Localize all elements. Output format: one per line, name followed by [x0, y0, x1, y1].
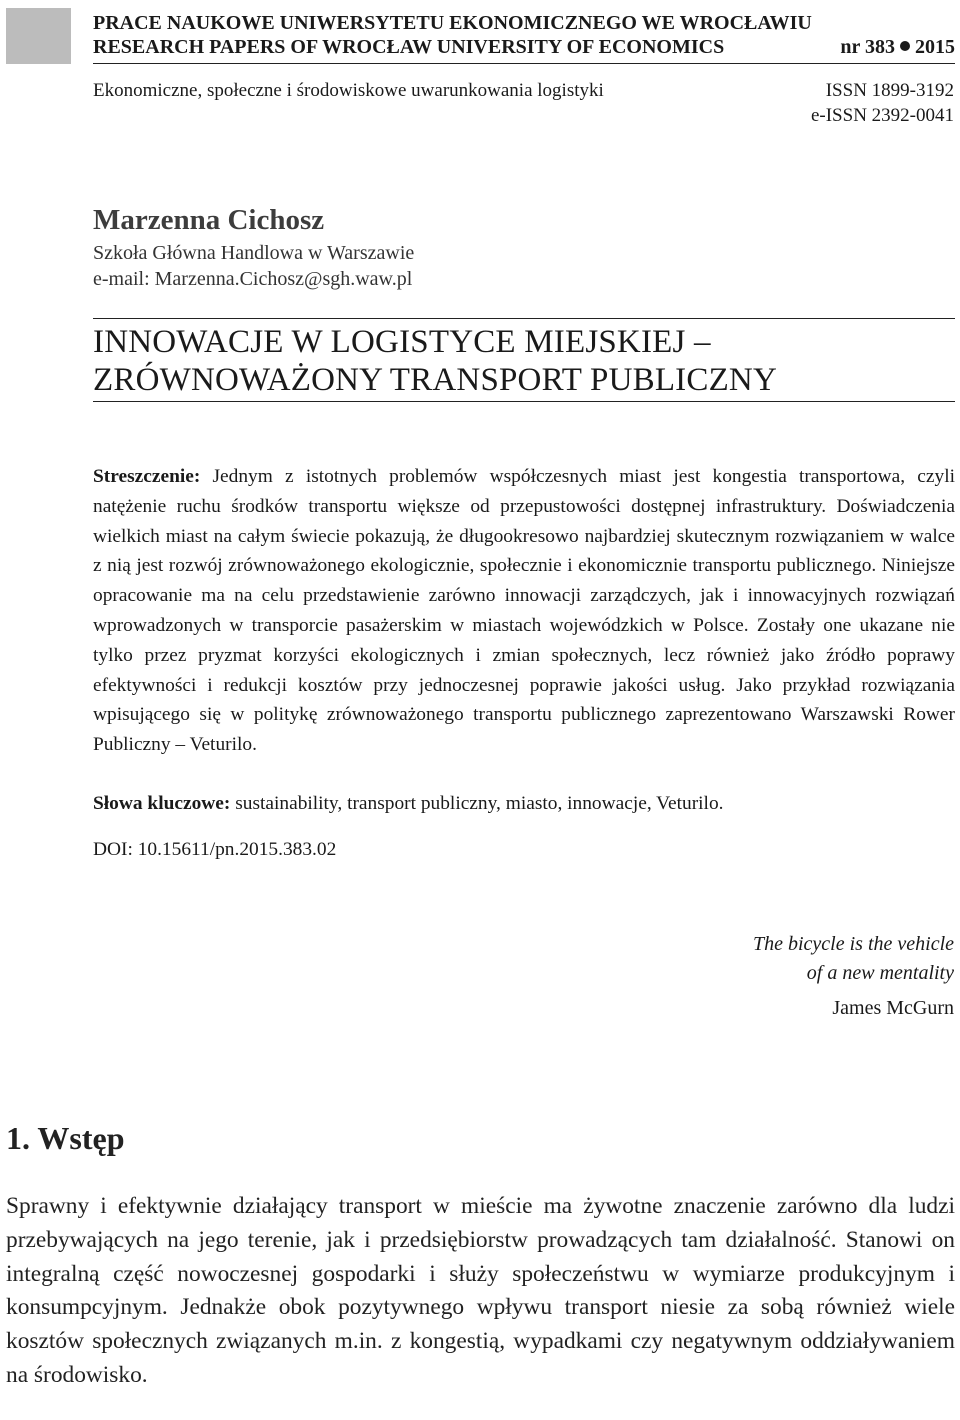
issue-year: 2015 [915, 36, 955, 58]
issue-info [840, 35, 955, 59]
eissn: e-ISSN 2392-0041 [810, 105, 954, 126]
keywords-text: sustainability, transport publiczny, miasto, innowacje, Veturilo. [235, 793, 724, 814]
journal-name-pl: PRACE NAUKOWE UNIWERSYTETU EKONOMICZNEGO WE WROCŁAWIU [93, 12, 812, 34]
header-grey-block [6, 8, 71, 64]
paper-title-line1: INNOWACJE W LOGISTYCE MIEJSKIEJ – [93, 324, 711, 360]
title-rule-top [93, 318, 955, 319]
motto-line2: of a new mentality [806, 962, 954, 984]
section-heading: 1. Wstęp [6, 1120, 125, 1156]
author-affiliation: Szkoła Główna Handlowa w Warszawie [93, 242, 415, 264]
section-body: Sprawny i efektywnie działający transport w mieście ma żywotne znaczenie zarówno dla ludzi przebywających na jego terenie, jak i przedsiębiorstw prowadzących tam działalność. Stanowi on integralną część nowoczesnej gospodarki i służy społeczeństwu w wymiarze produkcyjnym i konsumpcyjnym. Jednakże obok pozytywnego wpływu transport niesie za sobą również wiele kosztów społecznych związanych m.in. z kongestią, wypadkami czy negatywnym oddziaływaniem na środowisko. [6, 1193, 955, 1388]
motto-line1: The bicycle is the vehicle [752, 933, 954, 955]
abstract-text: Jednym z istotnych problemów współczesnych miast jest kongestia transportowa, czyli natężenie ruchu środków transportu większe od przepustowości dostępnej infrastruktury. Doświadczenia wielkich miast na całym świecie pokazują, że długookresowo najbardziej skutecznym rozwiązaniem w walce z nią jest rozwój zrównoważonego ekologicznie, społecznie i ekonomicznie transportu publicznego. Niniejsze opracowanie ma na celu przedstawienie zarówno innowacji zarządczych, jak i innowacyjnych rozwiązań wprowadzonych w transporcie pasażerskim w miastach wojewódzkich w Polsce. Zostały one ukazane nie tylko przez pryzmat korzyści ekologicznych i zmian społecznych, lecz również jako źródło poprawy efektywności i redukcji kosztów przy jednoczesnej poprawie jakości usług. Jako przykład rozwiązania wpisującego się w politykę zrównoważonego transportu publicznego zaprezentowano Warszawski Rower Publiczny – Veturilo. [93, 466, 955, 756]
paper-title-line2: ZRÓWNOWAŻONY TRANSPORT PUBLICZNY [93, 362, 777, 398]
series-subtitle: Ekonomiczne, społeczne i środowiskowe uwarunkowania logistyki [93, 80, 604, 101]
doi: DOI: 10.15611/pn.2015.383.02 [93, 839, 337, 860]
journal-name-en: RESEARCH PAPERS OF WROCŁAW UNIVERSITY OF ECONOMICS [93, 36, 725, 58]
motto-author: James McGurn [832, 997, 954, 1019]
issue-number: nr 383 [840, 36, 895, 58]
header-rule [93, 63, 955, 64]
author-name: Marzenna Cichosz [93, 204, 325, 236]
issn: ISSN 1899-3192 [825, 80, 954, 101]
abstract-label: Streszczenie: [93, 466, 201, 487]
keywords [93, 790, 955, 818]
author-email: e-mail: Marzenna.Cichosz@sgh.waw.pl [93, 268, 413, 290]
journal-name-en-row [93, 35, 955, 59]
abstract [93, 462, 955, 760]
bullet-dot-icon [900, 41, 910, 51]
keywords-label: Słowa kluczowe: [93, 793, 231, 814]
title-rule-bottom [93, 401, 955, 402]
